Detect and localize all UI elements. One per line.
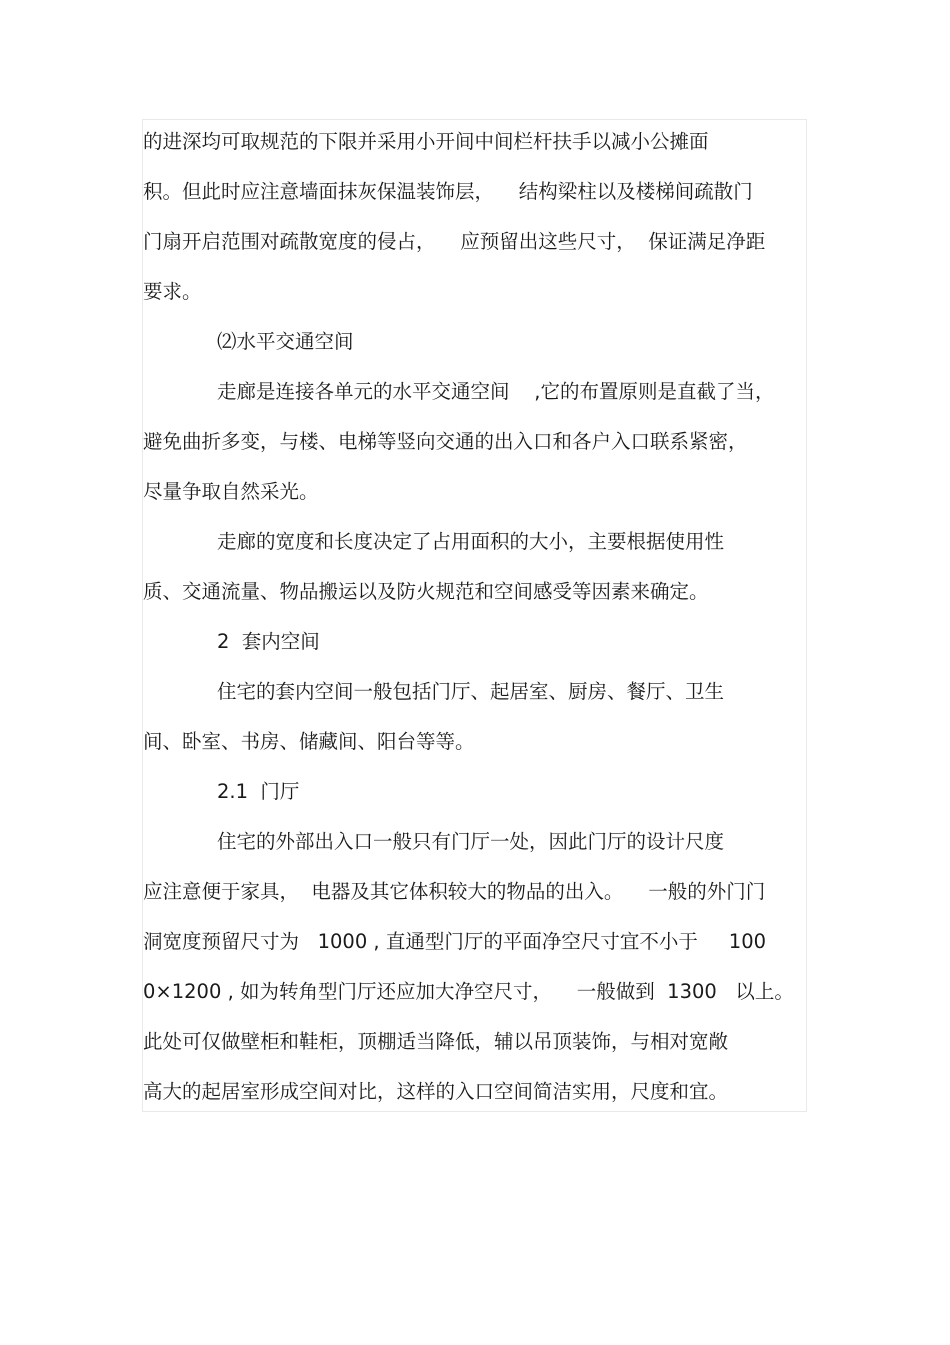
paragraph-line: 应注意便于家具， 电器及其它体积较大的物品的出入。 一般的外门门 — [143, 880, 766, 903]
paragraph-line: 住宅的套内空间一般包括门厅、起居室、厨房、餐厅、卫生 — [217, 680, 725, 703]
paragraph-line: 0×1200 , 如为转角型门厅还应加大净空尺寸， 一般做到 1300 以上。 — [143, 980, 794, 1003]
paragraph-line: 走廊是连接各单元的水平交通空间 ,它的布置原则是直截了当， — [217, 380, 775, 403]
paragraph-line: 积。但此时应注意墙面抹灰保温装饰层， 结构梁柱以及楼梯间疏散门 — [143, 180, 753, 203]
paragraph-line: 避免曲折多变，与楼、电梯等竖向交通的出入口和各户入口联系紧密， — [143, 430, 748, 453]
document-body — [143, 117, 811, 1117]
paragraph-line: 质、交通流量、物品搬运以及防火规范和空间感受等因素来确定。 — [143, 580, 709, 603]
paragraph-line: 高大的起居室形成空间对比，这样的入口空间简洁实用，尺度和宜。 — [143, 1080, 729, 1103]
paragraph-line: 的进深均可取规范的下限并采用小开间中间栏杆扶手以减小公摊面 — [143, 130, 709, 153]
section-heading: 2 套内空间 — [217, 630, 320, 653]
paragraph-line: 尽量争取自然采光。 — [143, 480, 319, 503]
paragraph-line: 间、卧室、书房、储藏间、阳台等等。 — [143, 730, 475, 753]
section-heading: ⑵水平交通空间 — [217, 330, 354, 353]
paragraph-line: 洞宽度预留尺寸为 1000 , 直通型门厅的平面净空尺寸宜不小于 100 — [143, 930, 767, 953]
paragraph-line: 走廊的宽度和长度决定了占用面积的大小，主要根据使用性 — [217, 530, 725, 553]
paragraph-line: 住宅的外部出入口一般只有门厅一处，因此门厅的设计尺度 — [217, 830, 725, 853]
paragraph-line: 要求。 — [143, 280, 202, 303]
paragraph-line: 门扇开启范围对疏散宽度的侵占， 应预留出这些尺寸， 保证满足净距 — [143, 230, 766, 253]
paragraph-line: 此处可仅做壁柜和鞋柜，顶棚适当降低，辅以吊顶装饰，与相对宽敞 — [143, 1030, 729, 1053]
section-heading: 2.1 门厅 — [217, 780, 300, 803]
